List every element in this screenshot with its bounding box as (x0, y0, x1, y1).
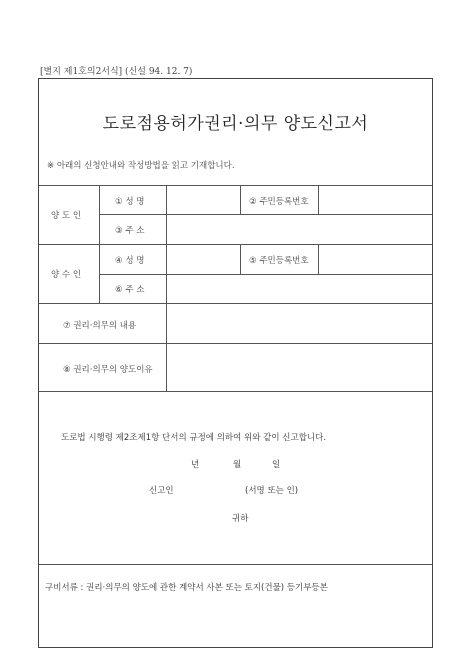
transfer-reason-label: ⑧ 권리·의무의 양도이유 (63, 365, 153, 375)
transferee-name-field[interactable] (167, 245, 239, 274)
grid-line (39, 391, 432, 392)
date-month: 월 (233, 460, 242, 470)
transferor-name-label: ① 성 명 (115, 197, 145, 207)
form-frame (38, 78, 433, 648)
grid-line (240, 244, 241, 274)
signature-note: (서명 또는 인) (245, 486, 299, 496)
transferor-label: 양 도 인 (51, 211, 82, 221)
transferee-name-label: ④ 성 명 (115, 256, 145, 266)
applicant-label: 신고인 (149, 486, 174, 496)
addressee-label: 귀하 (232, 514, 249, 524)
date-day: 일 (272, 460, 281, 470)
rights-content-field[interactable] (167, 304, 432, 343)
transferee-address-field[interactable] (167, 275, 432, 303)
transferee-id-field[interactable] (319, 245, 432, 274)
grid-line (99, 185, 100, 303)
transferee-label: 양 수 인 (51, 270, 82, 280)
transferor-address-label: ③ 주 소 (115, 226, 145, 236)
grid-line (39, 564, 432, 565)
transferee-address-label: ⑥ 주 소 (115, 285, 145, 295)
date-year: 년 (191, 460, 200, 470)
transfer-reason-field[interactable] (167, 344, 432, 391)
transferor-id-field[interactable] (319, 186, 432, 214)
form-title: 도로점용허가권리·의무 양도신고서 (102, 114, 369, 134)
form-code: [별지 제1호의2서식] (신설 94. 12. 7) (40, 67, 193, 77)
grid-line (240, 185, 241, 215)
transferor-name-field[interactable] (167, 186, 239, 214)
transferee-id-label: ⑤ 주민등록번호 (249, 256, 309, 266)
transferor-id-label: ② 주민등록번호 (249, 197, 309, 207)
notice-text: ※ 아래의 신청안내와 작성방법을 읽고 기재합니다. (47, 161, 235, 171)
rights-content-label: ⑦ 권리·의무의 내용 (63, 321, 137, 331)
attachments-note: 구비서류 : 권리·의무의 양도에 관한 계약서 사본 또는 토지(건물) 등기부등본 (45, 583, 328, 593)
transferor-address-field[interactable] (167, 215, 432, 244)
declaration-statement: 도로법 시행령 제2조제1항 단서의 규정에 의하여 위와 같이 신고합니다. (61, 433, 327, 443)
